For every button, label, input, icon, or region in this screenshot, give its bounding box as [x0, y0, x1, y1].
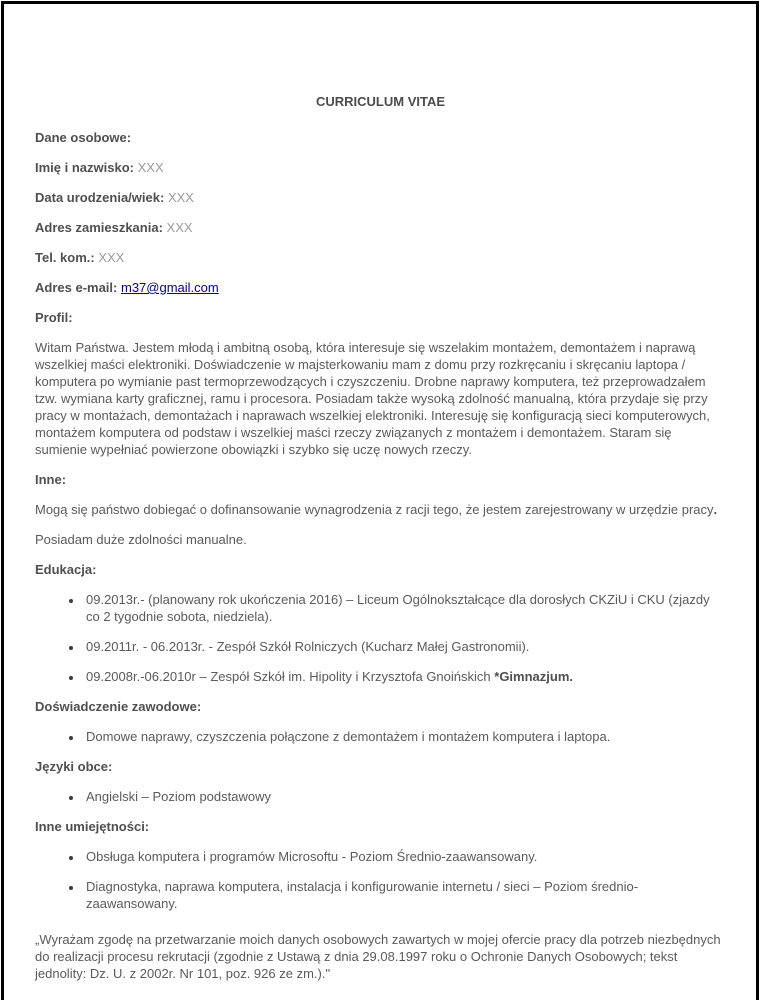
profile-paragraph: Witam Państwa. Jestem młodą i ambitną osobą, która interesuje się wszelakim montażem, demontażem i naprawą wszelkiej maści elektroniki. Doświadczenie w majsterkowaniu mam z domu przy rozkręcaniu i skręcaniu laptopa / komputera po wymianie past termoprzewodzących i czyszczeniu. Drobne naprawy komputera, też przeprowadzałem tzw. wymiana karty graficznej, ramu i procesora. Posiadam także wysoką zdolność manualną, która przydaje się przy pracy w montażach, demontażach i naprawach wszelkiej elektroniki. Interesuję się konfiguracją sieci komputerowych, montażem komputera od podstaw i wszelkiej maści rzeczy związanych z montażem i demontażem. Staram się sumienie wypełniać powierzone obowiązki i szybko się uczę nowych rzeczy. [35, 340, 710, 457]
field-address-label: Adres zamieszkania: [35, 220, 163, 235]
language-item-1 [83, 788, 726, 805]
section-heading-profile: Profil: [35, 310, 73, 325]
field-phone-value: XXX [98, 250, 125, 265]
skills-list [35, 848, 726, 912]
section-heading-skills: Inne umiejętności: [35, 819, 150, 834]
education-item-1-text: 09.2013r.- (planowany rok ukończenia 2016) – Liceum Ogólnokształcące dla dorosłych CKZiU i CKU (zjazdy co 2 tygodnie sobota, niedziela). [86, 592, 710, 624]
education-item-3 [83, 668, 726, 685]
language-item-1-text: Angielski – Poziom podstawowy [86, 789, 271, 804]
education-item-1 [83, 591, 726, 625]
education-item-3-text: 09.2008r.-06.2010r – Zespół Szkół im. Hipolity i Krzysztofa Gnoińskich [86, 669, 491, 684]
other-paragraph-1 [35, 501, 726, 518]
section-heading-experience: Doświadczenie zawodowe: [35, 699, 202, 714]
field-email-label: Adres e-mail: [35, 280, 118, 295]
skill-item-2 [83, 878, 726, 912]
skill-item-1 [83, 848, 726, 865]
field-phone-label: Tel. kom.: [35, 250, 95, 265]
field-phone [35, 249, 726, 266]
document-title: CURRICULUM VITAE [315, 94, 446, 109]
field-email [35, 279, 726, 296]
field-birthdate-age [35, 189, 726, 206]
experience-list [35, 728, 726, 745]
languages-list [35, 788, 726, 805]
education-item-2-text: 09.2011r. - 06.2013r. - Zespół Szkół Rolniczych (Kucharz Małej Gastronomii). [86, 639, 530, 654]
skill-item-2-text: Diagnostyka, naprawa komputera, instalacja i konfigurowanie internetu / sieci – Poziom średnio-zaawansowany. [86, 879, 639, 911]
education-item-3-bold: *Gimnazjum. [494, 669, 574, 684]
other-paragraph-1-bold-period: . [713, 502, 718, 517]
email-link[interactable]: m37@gmail.com [121, 280, 219, 295]
education-item-2 [83, 638, 726, 655]
consent-clause: „Wyrażam zgodę na przetwarzanie moich danych osobowych zawartych w mojej ofercie pracy dla potrzeb niezbędnych do realizacji procesu rekrutacji (zgodnie z Ustawą z dnia 29.08.1997 roku o Ochronie Danych Osobowych; tekst jednolity: Dz. U. z 2002r. Nr 101, poz. 926 ze zm.)." [35, 932, 721, 981]
other-paragraph-1-text: Mogą się państwo dobiegać o dofinansowanie wynagrodzenia z racji tego, że jestem zarejestrowany w urzędzie pracy [35, 502, 714, 517]
experience-item-1 [83, 728, 726, 745]
field-full-name-label: Imię i nazwisko: [35, 160, 134, 175]
field-address-value: XXX [166, 220, 193, 235]
experience-item-1-text: Domowe naprawy, czyszczenia połączone z demontażem i montażem komputera i laptopa. [86, 729, 611, 744]
section-heading-education: Edukacja: [35, 562, 97, 577]
field-full-name-value: XXX [137, 160, 164, 175]
field-birthdate-age-label: Data urodzenia/wiek: [35, 190, 165, 205]
field-full-name [35, 159, 726, 176]
section-heading-languages: Języki obce: [35, 759, 113, 774]
cv-document-page [1, 1, 759, 1000]
other-paragraph-2: Posiadam duże zdolności manualne. [35, 532, 247, 547]
section-heading-other: Inne: [35, 472, 67, 487]
field-birthdate-age-value: XXX [167, 190, 194, 205]
field-address [35, 219, 726, 236]
skill-item-1-text: Obsługa komputera i programów Microsoftu - Poziom Średnio-zaawansowany. [86, 849, 538, 864]
section-heading-personal: Dane osobowe: [35, 130, 132, 145]
education-list [35, 591, 726, 685]
